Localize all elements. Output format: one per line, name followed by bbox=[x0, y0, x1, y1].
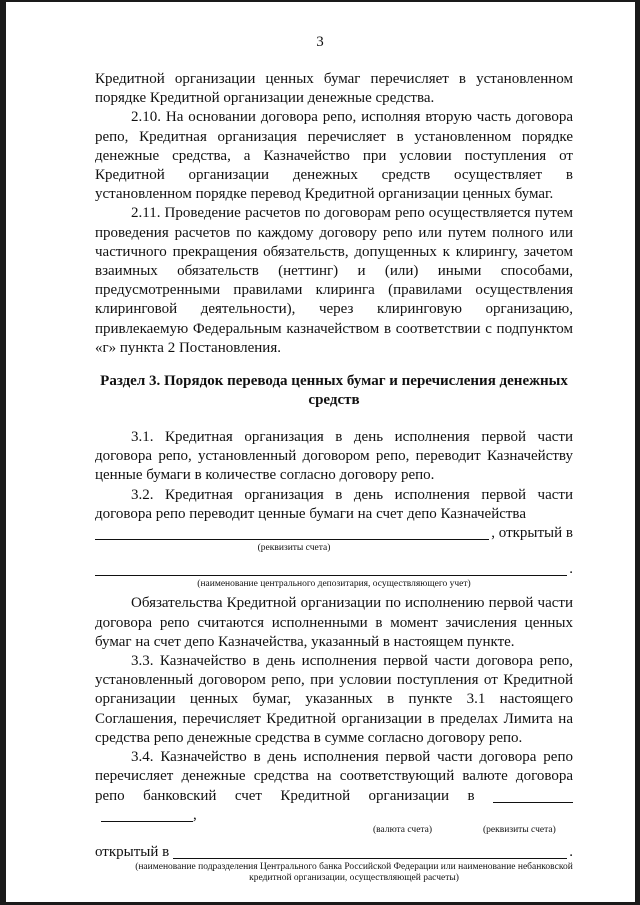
bank-blank bbox=[173, 844, 567, 859]
paragraph-continuation: Кредитной организации ценных бумаг перечисляет в установленном порядке Кредитной организации денежные средства. bbox=[95, 71, 573, 107]
opened-in-label: , открытый в bbox=[491, 525, 573, 542]
caption-bank: (наименование подразделения Центрального банка Российской Федерации или наименование небанковской кредитной организации, осуществляющей расчеты) bbox=[135, 862, 573, 884]
scan-border-top bbox=[0, 0, 640, 2]
paragraph-2-11: 2.11. Проведение расчетов по договорам репо осуществляется путем проведения расчетов по каждому договору репо или путем полного или частичного прекращения обязательств, допущенных к клирингу, зачетом взаимных обязательств (неттинг) и (или) иными способами, предусмотренными правилами клиринга (правилами осуществления клиринговой деятельности), через клиринговую организацию, привлекаемую Федеральным казначейством в соответствии с подпунктом «г» пункта 2 Постановления. bbox=[95, 205, 573, 356]
captions-currency-row bbox=[95, 825, 573, 837]
currency-blank bbox=[493, 788, 573, 803]
opened-in-text: открытый в bbox=[95, 843, 170, 860]
paragraph-3-4 bbox=[95, 748, 573, 825]
opened-in-row bbox=[95, 843, 573, 862]
paragraph-3-4-text: 3.4. Казначейство в день исполнения первой части договора репо перечисляет денежные средства на соответствующий валюте договора репо банковский счет Кредитной организации в bbox=[95, 749, 573, 804]
depository-row bbox=[95, 560, 573, 579]
bank-period: . bbox=[569, 843, 573, 860]
scan-border-left bbox=[0, 0, 6, 905]
depository-blank bbox=[95, 561, 567, 576]
depository-period: . bbox=[569, 561, 573, 578]
depo-account-blank bbox=[95, 525, 489, 540]
paragraph-3-2: 3.2. Кредитная организация в день исполнения первой части договора репо переводит ценные бумаги на счет депо Казначейства bbox=[95, 486, 573, 522]
section-3-heading: Раздел 3. Порядок перевода ценных бумаг и перечисления денежных средств bbox=[100, 373, 568, 409]
paragraph-2-10: 2.10. На основании договора репо, исполняя вторую часть договора репо, Кредитная организация перечисляет в установленном порядке денежные средства, а Казначейство при условии поступления от Кредитной организации денежных средств осуществляет в установленном порядке перевод Кредитной организации ценных бумаг. bbox=[95, 109, 573, 203]
caption-account-details: (реквизиты счета) bbox=[257, 543, 331, 554]
caption-currency: (валюта счета) bbox=[373, 824, 433, 835]
caption-details: (реквизиты счета) bbox=[483, 824, 556, 835]
paragraph-obligations: Обязательства Кредитной организации по исполнению первой части договора репо считаются исполненными в момент зачисления ценных бумаг на счет депо Казначейства, указанный в настоящем пункте. bbox=[95, 595, 573, 650]
depo-account-row bbox=[95, 524, 573, 543]
account-details-blank bbox=[101, 807, 193, 822]
account-comma: , bbox=[193, 806, 197, 823]
document-body bbox=[95, 70, 573, 884]
page-number: 3 bbox=[316, 34, 324, 50]
paragraph-3-1: 3.1. Кредитная организация в день исполнения первой части договора репо, установленный договором репо, переводит Казначейству ценные бумаги в количестве согласно договору репо. bbox=[95, 429, 573, 484]
scan-border-right bbox=[635, 0, 640, 905]
paragraph-3-3: 3.3. Казначейство в день исполнения первой части договора репо, установленный договором репо, при условии поступления от Кредитной организации ценных бумаг, указанных в пункте 3.1 настоящего Соглашения, перечисляет Кредитной организации в пределах Лимита на средства репо денежные средства в сумме согласно договору репо. bbox=[95, 653, 573, 746]
caption-depository: (наименование центрального депозитария, осуществляющего учет) bbox=[197, 579, 471, 590]
